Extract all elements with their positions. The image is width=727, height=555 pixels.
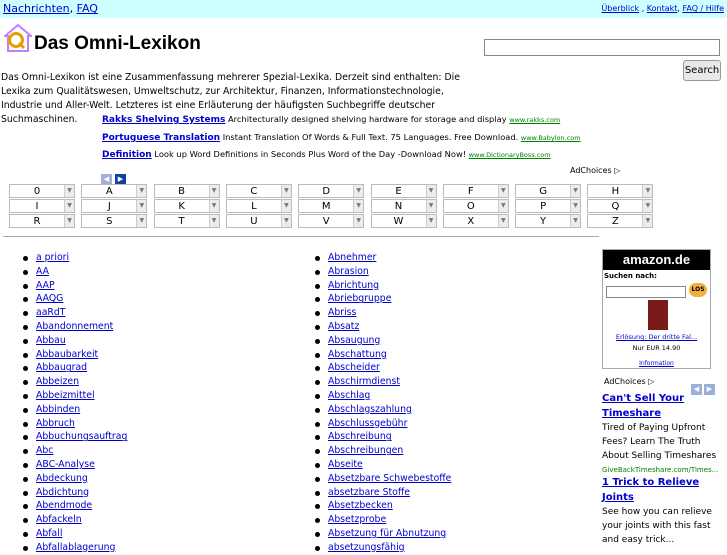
list-item bbox=[23, 279, 127, 293]
amazon-info-link[interactable]: Information bbox=[639, 360, 674, 367]
list-item bbox=[23, 499, 127, 513]
letter-select[interactable] bbox=[298, 199, 364, 213]
term-link[interactable]: Abriss bbox=[328, 307, 357, 319]
letter-select[interactable] bbox=[154, 199, 220, 213]
term-link[interactable]: Absaugung bbox=[328, 334, 381, 346]
letter-label: K bbox=[178, 201, 185, 212]
search-input[interactable] bbox=[484, 39, 720, 56]
term-link[interactable]: Abscheider bbox=[328, 362, 380, 374]
term-link[interactable]: Abseite bbox=[328, 458, 363, 470]
term-link[interactable]: Abrichtung bbox=[328, 279, 380, 291]
letter-select[interactable] bbox=[515, 214, 581, 228]
adchoices-label-side[interactable] bbox=[604, 377, 654, 386]
list-item bbox=[23, 251, 127, 265]
list-item bbox=[315, 472, 451, 486]
amazon-logo[interactable]: amazon.de bbox=[603, 250, 710, 270]
term-link[interactable]: Abbau bbox=[36, 334, 66, 346]
letter-select[interactable] bbox=[443, 199, 509, 213]
adchoices-icon: ▷ bbox=[614, 166, 621, 175]
letter-select[interactable] bbox=[226, 214, 292, 228]
chevron-down-icon[interactable]: ▼ bbox=[136, 185, 146, 197]
nav-link-ueberblick[interactable]: Überblick bbox=[601, 4, 640, 13]
letter-label: Q bbox=[611, 201, 620, 212]
book-cover-image[interactable] bbox=[648, 300, 668, 330]
letter-label: Y bbox=[540, 216, 547, 227]
letter-label: B bbox=[178, 186, 186, 197]
letter-label: N bbox=[394, 201, 403, 212]
amazon-search-label: Suchen nach: bbox=[604, 272, 657, 280]
term-link[interactable]: Abbaubarkeit bbox=[36, 348, 99, 360]
nav-link-kontakt[interactable]: Kontakt bbox=[646, 4, 678, 13]
letter-label: M bbox=[321, 201, 331, 212]
term-link[interactable]: Abschirmdienst bbox=[328, 376, 400, 388]
ad-item[interactable] bbox=[102, 114, 560, 125]
nav-link-faq-hilfe[interactable]: FAQ / Hilfe bbox=[682, 4, 724, 13]
side-ad-item[interactable] bbox=[602, 391, 722, 477]
amazon-go-button[interactable]: LOS bbox=[689, 283, 707, 297]
chevron-down-icon[interactable]: ▼ bbox=[498, 185, 508, 197]
list-item bbox=[315, 527, 451, 541]
term-link[interactable]: Abfallablagerung bbox=[36, 541, 116, 553]
chevron-down-icon[interactable]: ▼ bbox=[642, 200, 652, 212]
term-link[interactable]: Abbruch bbox=[36, 417, 75, 429]
list-item bbox=[315, 444, 451, 458]
list-item bbox=[23, 306, 127, 320]
term-link[interactable]: AAP bbox=[36, 279, 55, 291]
book-price: Nur EUR 14.90 bbox=[632, 344, 681, 352]
ad-item[interactable] bbox=[102, 132, 581, 143]
chevron-down-icon[interactable]: ▼ bbox=[570, 185, 580, 197]
ad-text: Instant Translation Of Words & Full Text. 75 Languages. Free Download. bbox=[222, 132, 519, 142]
list-item bbox=[315, 348, 451, 362]
letter-select[interactable] bbox=[298, 184, 364, 198]
chevron-down-icon[interactable]: ▼ bbox=[642, 185, 652, 197]
list-item bbox=[315, 403, 451, 417]
chevron-down-icon[interactable]: ▼ bbox=[353, 215, 363, 227]
chevron-down-icon[interactable]: ▼ bbox=[642, 215, 652, 227]
list-item bbox=[315, 292, 451, 306]
term-link[interactable]: Abbaugrad bbox=[36, 362, 88, 374]
list-item bbox=[315, 430, 451, 444]
letter-label: T bbox=[178, 216, 185, 227]
list-item bbox=[315, 251, 451, 265]
term-link[interactable]: Abschreibungen bbox=[328, 445, 404, 457]
side-ad-item[interactable] bbox=[602, 475, 722, 547]
term-link[interactable]: Abfall bbox=[36, 527, 63, 539]
chevron-down-icon[interactable]: ▼ bbox=[209, 185, 219, 197]
chevron-down-icon[interactable]: ▼ bbox=[498, 215, 508, 227]
term-link[interactable]: absetzungsfähig bbox=[328, 541, 405, 553]
adchoices-label[interactable] bbox=[570, 166, 620, 175]
ad-text: Look up Word Definitions in Seconds Plus Word of the Day -Download Now! bbox=[154, 149, 467, 159]
list-item bbox=[315, 334, 451, 348]
letter-label: L bbox=[251, 201, 257, 212]
book-title-link[interactable]: Erlösung: Der dritte Fal... bbox=[615, 333, 698, 341]
term-link[interactable]: AA bbox=[36, 265, 49, 277]
list-item bbox=[315, 265, 451, 279]
letter-select[interactable] bbox=[515, 184, 581, 198]
list-item bbox=[23, 361, 127, 375]
term-link[interactable]: Abc bbox=[36, 445, 54, 457]
term-link[interactable]: Abdichtung bbox=[36, 486, 90, 498]
letter-select[interactable] bbox=[587, 184, 653, 198]
letter-label: I bbox=[35, 201, 39, 212]
term-link[interactable]: Abfackeln bbox=[36, 514, 82, 526]
term-link[interactable]: Abbeizmittel bbox=[36, 389, 95, 401]
chevron-down-icon[interactable]: ▼ bbox=[64, 185, 74, 197]
term-link[interactable]: absetzbare Stoffe bbox=[328, 486, 410, 498]
chevron-down-icon[interactable]: ▼ bbox=[281, 200, 291, 212]
letter-label: Z bbox=[611, 216, 619, 227]
chevron-left-icon[interactable]: ◀ bbox=[691, 384, 702, 395]
ad-title[interactable]: Portuguese Translation bbox=[102, 133, 221, 143]
term-link[interactable]: AAQG bbox=[36, 293, 64, 305]
letter-label: G bbox=[539, 186, 547, 197]
adchoices-text: AdChoices bbox=[570, 166, 612, 175]
chevron-down-icon[interactable]: ▼ bbox=[209, 215, 219, 227]
amazon-search-input[interactable] bbox=[606, 286, 686, 298]
list-item bbox=[315, 320, 451, 334]
letter-select[interactable] bbox=[587, 199, 653, 213]
chevron-down-icon[interactable]: ▼ bbox=[136, 215, 146, 227]
list-item bbox=[23, 375, 127, 389]
letter-label: F bbox=[467, 186, 474, 197]
chevron-down-icon[interactable]: ▼ bbox=[353, 185, 363, 197]
letter-select[interactable] bbox=[226, 199, 292, 213]
letter-select[interactable] bbox=[443, 214, 509, 228]
list-item bbox=[315, 361, 451, 375]
term-link[interactable]: Abschlagszahlung bbox=[328, 403, 412, 415]
letter-label: S bbox=[106, 216, 113, 227]
side-ad-text: Tired of Paying Upfront Fees? Learn The Truth About Selling Timeshares bbox=[602, 423, 717, 461]
term-link[interactable]: Absatz bbox=[328, 320, 360, 332]
term-link[interactable]: Abschlag bbox=[328, 389, 371, 401]
letter-select[interactable] bbox=[154, 184, 220, 198]
ad-url[interactable]: www.DictionaryBoss.com bbox=[468, 151, 551, 159]
term-link[interactable]: Abriebgruppe bbox=[328, 293, 392, 305]
list-item bbox=[23, 472, 127, 486]
term-link[interactable]: Abbeizen bbox=[36, 376, 79, 388]
side-ad-title[interactable]: Can't Sell Your Timeshare bbox=[602, 393, 685, 419]
letter-label: H bbox=[611, 186, 620, 197]
intro-text: Das Omni-Lexikon ist eine Zusammenfassung mehrerer Spezial-Lexika. Derzeit sind enthalten: Die Lexika zum Qualitätswesen, Umweltschutz, zur Architektur, Finanzen, Informationstechnologie, Industrie und Aller-Welt. Letzteres ist eine Erläuterung der häufigsten Suchbegriffe deutscher Suchmaschinen. bbox=[1, 72, 460, 125]
term-link[interactable]: Abdeckung bbox=[36, 472, 88, 484]
letter-select[interactable] bbox=[81, 199, 147, 213]
divider bbox=[3, 236, 599, 237]
letter-label: U bbox=[250, 216, 258, 227]
letter-label: J bbox=[107, 201, 111, 212]
list-item bbox=[23, 265, 127, 279]
letter-select[interactable] bbox=[9, 199, 75, 213]
ad-title[interactable]: Definition bbox=[102, 150, 152, 160]
list-item bbox=[23, 541, 127, 555]
term-link[interactable]: Absetzprobe bbox=[328, 514, 387, 526]
side-ad-title[interactable]: 1 Trick to Relieve Joints bbox=[602, 477, 700, 503]
letter-select[interactable] bbox=[154, 214, 220, 228]
list-item bbox=[315, 375, 451, 389]
term-link[interactable]: a priori bbox=[36, 252, 70, 263]
letter-label: R bbox=[33, 216, 41, 227]
list-item bbox=[315, 458, 451, 472]
list-item bbox=[23, 513, 127, 527]
ad-url[interactable]: www.Babylon.com bbox=[520, 134, 581, 142]
list-item bbox=[315, 541, 451, 555]
list-item bbox=[23, 430, 127, 444]
list-item bbox=[315, 486, 451, 500]
side-ad-text: See how you can relieve your joints with this fast and easy trick... bbox=[602, 507, 712, 545]
chevron-down-icon[interactable]: ▼ bbox=[64, 215, 74, 227]
nav-link-nachrichten[interactable]: Nachrichten bbox=[3, 2, 70, 15]
letter-label: D bbox=[322, 186, 331, 197]
chevron-right-icon[interactable]: ▶ bbox=[704, 384, 715, 395]
term-link[interactable]: Absetzung für Abnutzung bbox=[328, 527, 447, 539]
chevron-left-icon[interactable]: ◀ bbox=[101, 174, 112, 184]
term-link[interactable]: Abschlussgebühr bbox=[328, 417, 408, 429]
adchoices-icon: ▷ bbox=[648, 377, 655, 386]
search-button[interactable]: Search bbox=[683, 60, 721, 81]
list-item bbox=[23, 320, 127, 334]
letter-select[interactable] bbox=[371, 184, 437, 198]
letter-select[interactable] bbox=[587, 214, 653, 228]
term-link[interactable]: Abandonnement bbox=[36, 320, 114, 332]
chevron-right-icon[interactable]: ▶ bbox=[115, 174, 126, 184]
omni-logo-icon[interactable] bbox=[4, 24, 32, 52]
list-item bbox=[315, 417, 451, 431]
letter-select[interactable] bbox=[298, 214, 364, 228]
chevron-down-icon[interactable]: ▼ bbox=[136, 200, 146, 212]
letter-label: V bbox=[322, 216, 330, 227]
letter-select[interactable] bbox=[515, 199, 581, 213]
chevron-down-icon[interactable]: ▼ bbox=[64, 200, 74, 212]
chevron-down-icon[interactable]: ▼ bbox=[426, 215, 436, 227]
letter-label: O bbox=[466, 201, 475, 212]
chevron-down-icon[interactable]: ▼ bbox=[353, 200, 363, 212]
letter-select[interactable] bbox=[371, 214, 437, 228]
chevron-down-icon[interactable]: ▼ bbox=[281, 215, 291, 227]
letter-label: 0 bbox=[33, 186, 41, 197]
letter-label: P bbox=[540, 201, 547, 212]
term-link[interactable]: ABC-Analyse bbox=[36, 458, 95, 470]
top-nav-right: Überblick , Kontakt, FAQ / Hilfe bbox=[601, 4, 724, 13]
term-link[interactable]: Absetzbare Schwebestoffe bbox=[328, 472, 452, 484]
list-item bbox=[23, 389, 127, 403]
term-link[interactable]: Abbuchungsauftrag bbox=[36, 431, 128, 443]
term-link[interactable]: Abbinden bbox=[36, 403, 81, 415]
letter-select[interactable] bbox=[9, 184, 75, 198]
ad-nav bbox=[101, 166, 129, 185]
letter-label: X bbox=[467, 216, 475, 227]
letter-label: E bbox=[395, 186, 402, 197]
letter-label: C bbox=[250, 186, 258, 197]
list-item bbox=[23, 527, 127, 541]
ad-title[interactable]: Rakks Shelving Systems bbox=[102, 115, 226, 125]
chevron-down-icon[interactable]: ▼ bbox=[570, 215, 580, 227]
list-item bbox=[315, 306, 451, 320]
chevron-down-icon[interactable]: ▼ bbox=[426, 185, 436, 197]
list-item bbox=[315, 513, 451, 527]
list-item bbox=[315, 499, 451, 513]
chevron-down-icon[interactable]: ▼ bbox=[570, 200, 580, 212]
term-link[interactable]: Abnehmer bbox=[328, 252, 377, 263]
term-list-right bbox=[315, 251, 451, 555]
letter-select[interactable] bbox=[81, 214, 147, 228]
list-item bbox=[23, 334, 127, 348]
list-item bbox=[23, 458, 127, 472]
letter-label: A bbox=[105, 186, 113, 197]
list-item bbox=[23, 486, 127, 500]
term-link[interactable]: Abschreibung bbox=[328, 431, 392, 443]
list-item bbox=[23, 444, 127, 458]
chevron-down-icon[interactable]: ▼ bbox=[498, 200, 508, 212]
list-item bbox=[23, 403, 127, 417]
letter-select[interactable] bbox=[443, 184, 509, 198]
top-nav-left: Nachrichten, FAQ bbox=[3, 2, 98, 15]
ad-url[interactable]: www.rakks.com bbox=[509, 116, 561, 124]
list-item bbox=[23, 292, 127, 306]
side-ad-url[interactable]: GiveBackTimeshare.com/Times... bbox=[602, 466, 719, 474]
list-item bbox=[23, 417, 127, 431]
chevron-down-icon[interactable]: ▼ bbox=[426, 200, 436, 212]
amazon-widget bbox=[602, 249, 711, 369]
list-item bbox=[315, 389, 451, 403]
ad-text: Architecturally designed shelving hardware for storage and display bbox=[227, 114, 507, 124]
letter-label: W bbox=[393, 216, 404, 227]
chevron-down-icon[interactable]: ▼ bbox=[281, 185, 291, 197]
top-bar bbox=[0, 0, 727, 18]
nav-link-faq[interactable]: FAQ bbox=[76, 2, 98, 15]
adchoices-text: AdChoices bbox=[604, 377, 646, 386]
term-link[interactable]: Abrasion bbox=[328, 265, 369, 277]
term-link[interactable]: Abendmode bbox=[36, 500, 93, 512]
term-link[interactable]: Abschattung bbox=[328, 348, 387, 360]
term-link[interactable]: aaRdT bbox=[36, 307, 66, 319]
letter-select[interactable] bbox=[226, 184, 292, 198]
term-link[interactable]: Absetzbecken bbox=[328, 500, 393, 512]
letter-select[interactable] bbox=[9, 214, 75, 228]
letter-select[interactable] bbox=[371, 199, 437, 213]
list-item bbox=[315, 279, 451, 293]
ad-item[interactable] bbox=[102, 149, 551, 160]
page-title: Das Omni-Lexikon bbox=[34, 33, 201, 54]
letter-select[interactable] bbox=[81, 184, 147, 198]
term-list-left bbox=[23, 251, 127, 555]
list-item bbox=[23, 348, 127, 362]
chevron-down-icon[interactable]: ▼ bbox=[209, 200, 219, 212]
